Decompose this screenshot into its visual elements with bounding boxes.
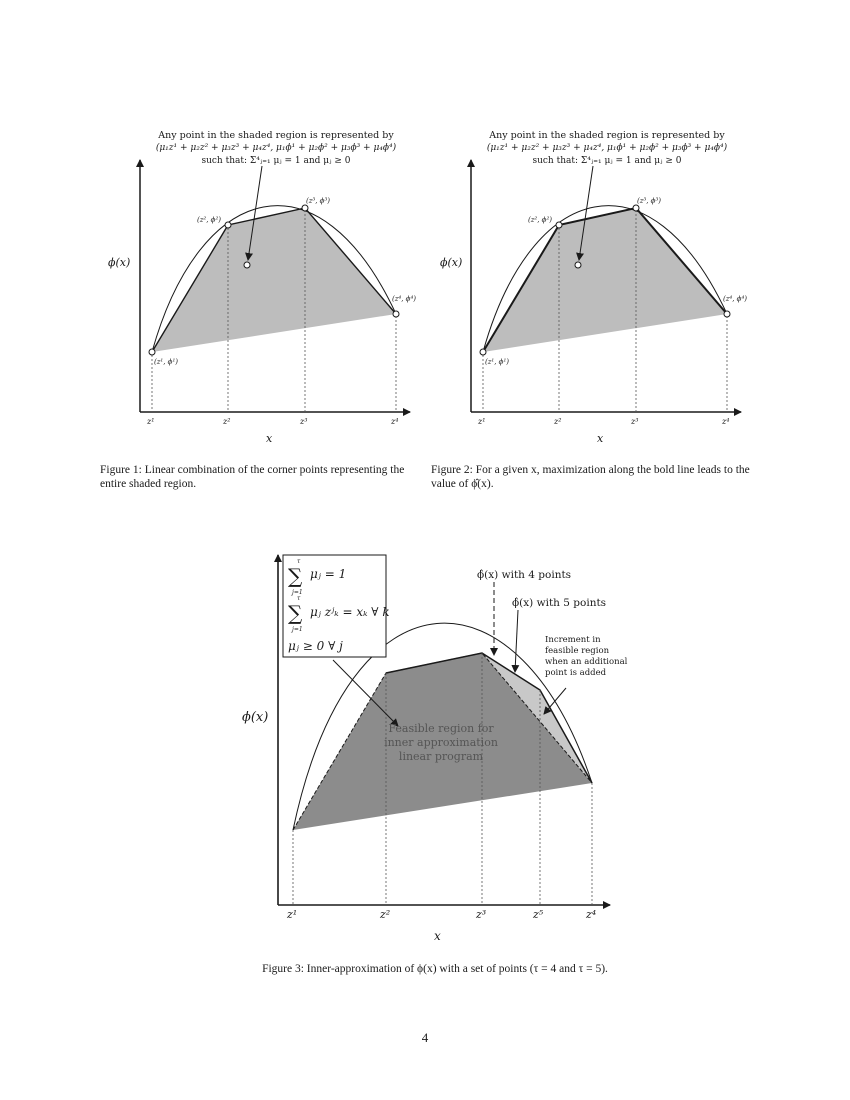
fig1-point-label-4: (z⁴, ϕ⁴) [392, 295, 416, 303]
fig2-y-label: ϕ(x) [440, 256, 463, 269]
fig3-constraint-line1: μⱼ = 1 [310, 567, 347, 581]
fig3-label-5-points: ϕ̂(x) with 5 points [512, 597, 607, 609]
fig3-tick-z4: z⁴ [586, 908, 597, 921]
figure-3-caption: Figure 3: Inner-approximation of ϕ(x) with a set of points (τ = 4 and τ = 5). [262, 963, 608, 975]
fig1-annotation-line2: (μ₁z¹ + μ₂z² + μ₃z³ + μ₄z⁴, μ₁ϕ¹ + μ₂ϕ² + μ₃ϕ³ + μ₄ϕ⁴) [155, 143, 397, 153]
fig1-corner-point-3 [302, 205, 308, 211]
fig2-interior-point [575, 262, 581, 268]
fig2-annotation-line3: such that: Σ⁴ⱼ₌₁ μⱼ = 1 and μⱼ ≥ 0 [532, 156, 682, 166]
figure-3-plot [242, 555, 628, 943]
fig3-increment-label-3: point is added [545, 668, 607, 678]
figure-2-plot [440, 130, 747, 445]
fig3-constraint-line2: μⱼ zʲₖ = xₖ ∀ k [310, 605, 390, 619]
fig1-tick-z2: z² [223, 417, 231, 426]
fig3-tick-z5: z⁵ [533, 908, 544, 921]
fig2-point-label-2: (z², ϕ²) [528, 216, 552, 224]
fig1-annotation-line3: such that: Σ⁴ⱼ₌₁ μⱼ = 1 and μⱼ ≥ 0 [201, 156, 351, 166]
fig2-annotation-line1: Any point in the shaded region is represented by [489, 130, 725, 141]
fig3-tick-z1: z¹ [287, 908, 298, 921]
page-number: 4 [421, 1030, 429, 1045]
fig3-feasible-label-2: linear program [398, 750, 484, 763]
fig3-increment-label-2: when an additional [545, 657, 628, 667]
fig1-x-label: x [266, 432, 273, 445]
fig3-sum1-bottom: j=1 [292, 589, 303, 596]
fig1-corner-point-2 [225, 222, 231, 228]
fig2-corner-point-4 [724, 311, 730, 317]
fig1-corner-point-1 [149, 349, 155, 355]
fig1-annotation-line1: Any point in the shaded region is represented by [158, 130, 394, 141]
fig1-point-label-1: (z¹, ϕ¹) [154, 358, 178, 366]
fig3-increment-label-1: feasible region [545, 646, 610, 656]
fig3-sum2-bottom: j=1 [292, 626, 303, 633]
fig1-point-label-3: (z³, ϕ³) [306, 197, 330, 205]
fig3-arrow-increment [544, 688, 566, 714]
fig1-shaded-region [152, 208, 396, 352]
fig1-tick-z4: z⁴ [391, 417, 399, 426]
fig3-y-label: ϕ(x) [242, 710, 269, 725]
fig3-increment-label-0: Increment in [545, 635, 601, 645]
figure-1-caption: Figure 1: Linear combination of the corner points representing the entire shaded region. [100, 464, 405, 490]
fig3-constraint-line3: μⱼ ≥ 0 ∀ j [288, 639, 343, 653]
fig2-x-label: x [597, 432, 604, 445]
fig1-point-label-2: (z², ϕ²) [197, 216, 221, 224]
fig3-tick-z3: z³ [476, 908, 487, 921]
fig2-point-label-1: (z¹, ϕ¹) [485, 358, 509, 366]
fig3-label-4-points: ϕ̂(x) with 4 points [477, 569, 572, 581]
fig2-tick-z4: z⁴ [722, 417, 730, 426]
fig3-feasible-label-0: Feasible region for [388, 722, 494, 735]
fig2-point-label-4: (z⁴, ϕ⁴) [723, 295, 747, 303]
fig3-feasible-label-1: inner approximation [384, 736, 498, 749]
fig2-tick-z3: z³ [631, 417, 639, 426]
fig2-tick-z1: z¹ [478, 417, 486, 426]
fig1-corner-point-4 [393, 311, 399, 317]
fig1-y-label: ϕ(x) [108, 256, 131, 269]
fig3-sum1-symbol: ∑ [288, 564, 303, 588]
fig2-corner-point-3 [633, 205, 639, 211]
fig3-x-label: x [434, 929, 441, 943]
fig1-tick-z1: z¹ [147, 417, 155, 426]
fig2-shaded-region [483, 208, 727, 352]
fig3-arrow-5-points [515, 610, 518, 672]
fig2-point-label-3: (z³, ϕ³) [637, 197, 661, 205]
fig1-interior-point [244, 262, 250, 268]
fig3-tick-z2: z² [380, 908, 391, 921]
fig3-sum1-top: τ [297, 558, 301, 565]
fig2-corner-point-1 [480, 349, 486, 355]
fig2-annotation-line2: (μ₁z¹ + μ₂z² + μ₃z³ + μ₄z⁴, μ₁ϕ¹ + μ₂ϕ² + μ₃ϕ³ + μ₄ϕ⁴) [486, 143, 728, 153]
figure-2-caption: Figure 2: For a given x, maximization along the bold line leads to the value of ϕ̂(x). [431, 464, 750, 490]
figure-1-plot [108, 130, 416, 445]
fig3-sum2-top: τ [297, 595, 301, 602]
fig3-sum2-symbol: ∑ [288, 601, 303, 625]
fig1-tick-z3: z³ [300, 417, 308, 426]
fig2-tick-z2: z² [554, 417, 562, 426]
fig2-corner-point-2 [556, 222, 562, 228]
